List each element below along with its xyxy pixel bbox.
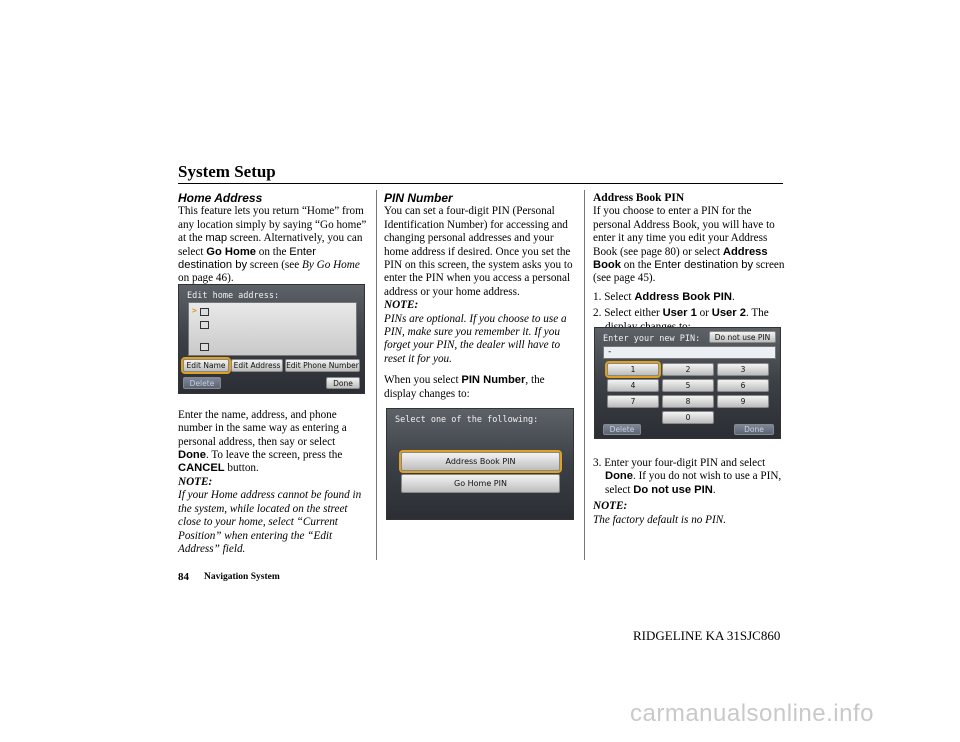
go-home-pin-button[interactable]: Go Home PIN xyxy=(401,474,560,493)
section-heading-home-address: Home Address xyxy=(178,191,263,205)
watermark: carmanualsonline.info xyxy=(630,700,874,727)
key-2-button[interactable]: 2 xyxy=(662,363,714,376)
edit-address-button[interactable]: Edit Address xyxy=(231,359,283,372)
edit-phone-number-button[interactable]: Edit Phone Number xyxy=(286,361,359,370)
name-field-icon xyxy=(200,308,209,316)
section-heading-address-book-pin: Address Book PIN xyxy=(593,192,685,204)
done-button[interactable]: Done xyxy=(326,377,360,389)
footer-section: Navigation System xyxy=(204,572,280,582)
cursor-icon: > xyxy=(192,306,197,315)
delete-button[interactable]: Delete xyxy=(183,377,221,389)
document-code: RIDGELINE KA 31SJC860 xyxy=(633,628,781,643)
do-not-use-pin-button[interactable]: Do not use PIN xyxy=(709,331,776,343)
enter-pin-screen xyxy=(594,327,781,439)
note-label: NOTE: xyxy=(384,299,419,312)
address-panel xyxy=(188,302,357,356)
column-divider-2 xyxy=(584,190,585,560)
key-0-button[interactable]: 0 xyxy=(662,411,714,424)
page-number: 84 xyxy=(178,571,189,583)
phone-field-icon xyxy=(200,343,209,351)
step-1: 1. Select Address Book PIN. xyxy=(593,290,735,303)
note-label: NOTE: xyxy=(178,475,213,488)
column-pin-number xyxy=(384,192,576,401)
steps-list-continued xyxy=(593,457,785,497)
address-field-icon xyxy=(200,321,209,329)
step-3: 3. Enter your four-digit PIN and select Done. If you do not wish to use a PIN, select Do not use PIN. xyxy=(593,457,782,496)
section-heading-pin-number: PIN Number xyxy=(384,191,453,205)
edit-name-button[interactable]: Edit Name xyxy=(183,359,229,372)
key-4-button[interactable]: 4 xyxy=(607,379,659,392)
home-address-intro: This feature lets you return “Home” from any location simply by saying “Go home” at the map screen. Alternatively, you can select Go Home on the Enter destination by screen (see By Go Home on page 46). xyxy=(178,205,367,285)
pin-input[interactable]: - xyxy=(603,346,776,359)
screen-title: Enter your new PIN: xyxy=(603,334,701,344)
delete-button[interactable]: Delete xyxy=(603,424,641,435)
key-7-button[interactable]: 7 xyxy=(607,395,659,408)
key-9-button[interactable]: 9 xyxy=(717,395,769,408)
pin-number-display-text: When you select PIN Number, the display changes to: xyxy=(384,374,545,400)
key-3-button[interactable]: 3 xyxy=(717,363,769,376)
key-6-button[interactable]: 6 xyxy=(717,379,769,392)
address-book-pin-intro: If you choose to enter a PIN for the personal Address Book, you will have to enter it any time you edit your Address Book (see page 80) or select Address Book on the Enter destination by screen (see page 45). xyxy=(593,205,785,285)
note-text: If your Home address cannot be found in the system, while located on the street close to your home, select “Current Position” when entering the “Edit Address” field. xyxy=(178,489,362,555)
key-5-button[interactable]: 5 xyxy=(662,379,714,392)
column-divider-1 xyxy=(376,190,377,560)
select-pin-type-screen xyxy=(386,408,574,520)
edit-home-address-screen xyxy=(178,284,365,394)
screen-title: Select one of the following: xyxy=(395,415,539,425)
address-book-pin-button[interactable]: Address Book PIN xyxy=(401,452,560,471)
screen-title: Edit home address: xyxy=(187,291,280,301)
note-label: NOTE: xyxy=(593,500,628,513)
note-text: PINs are optional. If you choose to use a PIN, make sure you remember it. If you forget your PIN, the dealer will have to reset it for you. xyxy=(384,312,567,365)
key-8-button[interactable]: 8 xyxy=(662,395,714,408)
step-2: 2. Select either User 1 or User 2. The xyxy=(593,307,769,320)
title-rule xyxy=(178,183,783,184)
done-button[interactable]: Done xyxy=(734,424,774,435)
note-text: The factory default is no PIN. xyxy=(593,513,726,526)
page-title: System Setup xyxy=(178,162,276,181)
key-1-button[interactable]: 1 xyxy=(607,363,659,376)
pin-number-intro: You can set a four-digit PIN (Personal Identification Number) for accessing and changing personal addresses and your home address if desired. Once you set the PIN on this screen, the system asks you to enter the PIN when you access a personal address or your home address. xyxy=(384,205,573,298)
home-address-instructions: Enter the name, address, and phone number in the same way as entering a personal address, then say or select Done. To leave the screen, press the CANCEL button. xyxy=(178,408,347,475)
